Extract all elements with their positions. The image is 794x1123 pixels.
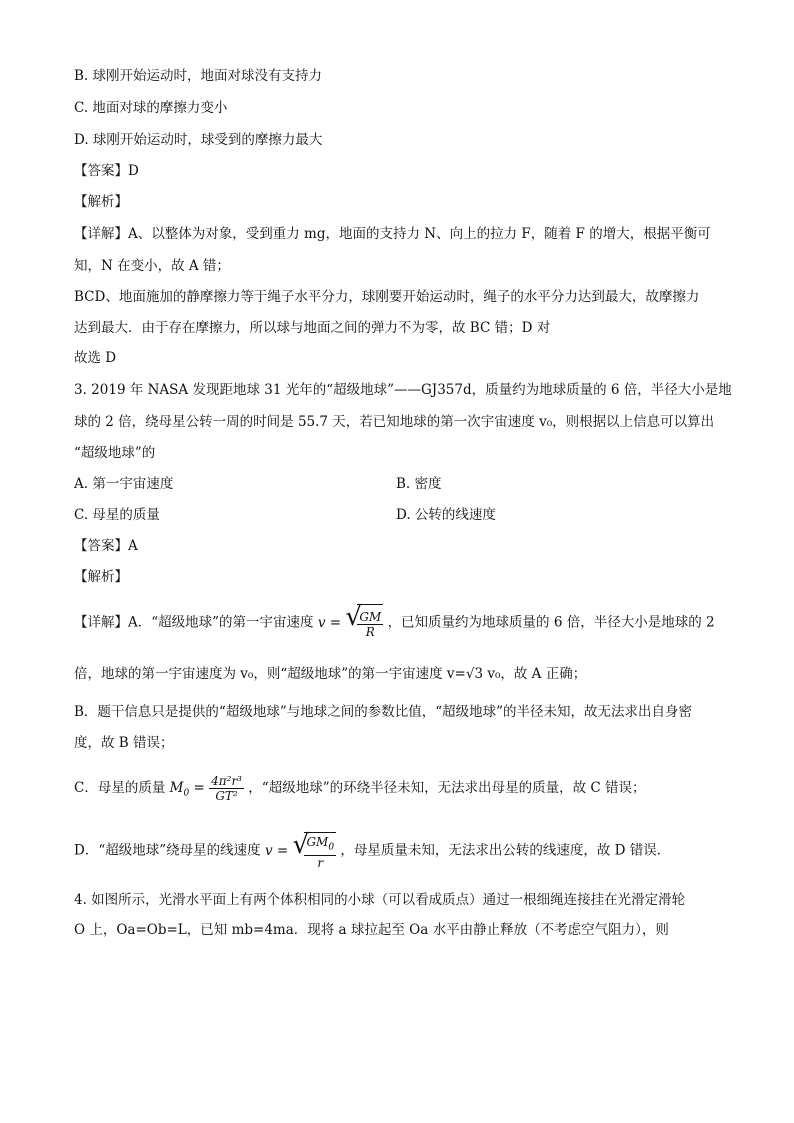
answer-3: 【答案】A — [74, 538, 138, 554]
detail-2-line-3: BCD、地面施加的静摩擦力等于绳子水平分力，球刚要开始运动时，绳子的水平分力达到最大，故摩擦力 — [74, 289, 700, 305]
detail-2-line-1: 【详解】A、以整体为对象，受到重力 mg，地面的支持力 N、向上的拉力 F，随着 F 的增大，根据平衡可 — [74, 226, 711, 242]
q3-option-c: C. 母星的质量 — [74, 507, 160, 523]
option-d: D. 球刚开始运动时，球受到的摩擦力最大 — [74, 132, 323, 148]
detail-2-line-4: 达到最大．由于存在摩擦力，所以球与地面之间的弹力不为零，故 BC 错；D 对 — [74, 320, 551, 336]
option-b: B. 球刚开始运动时，地面对球没有支持力 — [74, 68, 323, 84]
answer-2: 【答案】D — [74, 163, 139, 179]
detail-3a-line-2: 倍，地球的第一宇宙速度为 v₀，则“超级地球”的第一宇宙速度 v=√3 v₀，故 A 正确； — [74, 666, 587, 682]
detail-3a-line-1: 【详解】A．“超级地球”的第一宇宙速度 v = √ $\frac{GM}{R}$ ，已知质量约为地球质量的 6 倍，半径大小是地球的 2 — [74, 604, 715, 642]
option-c: C. 地面对球的摩擦力变小 — [74, 100, 228, 116]
question-3-line-3: “超级地球”的 — [74, 445, 156, 461]
formula-first-cosmic-velocity: v = √ $\frac{GM}{R}$ — [318, 615, 388, 631]
detail-3b-line-2: 度，故 B 错误； — [74, 735, 174, 751]
detail-3b-line-1: B．题干信息只是提供的“超级地球”与地球之间的参数比值，“超级地球”的半径未知，故无法求出自身密 — [74, 704, 693, 720]
analysis-heading-3: 【解析】 — [74, 569, 128, 585]
question-3-line-2: 球的 2 倍，绕母星公转一周的时间是 55.7 天，若已知地球的第一次宇宙速度 v₀，则根据以上信息可以算出 — [74, 414, 715, 430]
q3-option-d: D. 公转的线速度 — [396, 507, 496, 523]
question-4-line-2: O 上，Oa=Ob=L，已知 mb=4ma．现将 a 球拉起至 Oa 水平由静止释放（不考虑空气阻力），则 — [74, 922, 669, 938]
detail-2-line-2: 知，N 在变小，故 A 错； — [74, 258, 230, 274]
detail-3c: C．母星的质量 $M_0$ = $\frac{\text{4π²r³}}{\text{GT²}}$ ，“超级地球”的环绕半径未知，无法求出母星的质量，故 C 错误； — [74, 774, 646, 803]
formula-orbital-velocity: v = √ $\frac{GM_0}{r}$ — [264, 830, 335, 870]
q3-option-b: B. 密度 — [396, 476, 442, 492]
select-2: 故选 D — [74, 350, 117, 366]
analysis-heading-2: 【解析】 — [74, 194, 128, 210]
formula-star-mass: $M_0$ = $\frac{\text{4π²r³}}{\text{GT²}}$ — [169, 774, 242, 803]
detail-3d: D．“超级地球”绕母星的线速度 v = √ $\frac{GM_0}{r}$ ，母星质量未知，无法求出公转的线速度，故 D 错误． — [74, 830, 671, 870]
question-4-line-1: 4. 如图所示，光滑水平面上有两个体积相同的小球（可以看成质点）通过一根细绳连接挂在光滑定滑轮 — [74, 892, 686, 908]
q3-option-a: A. 第一宇宙速度 — [74, 476, 174, 492]
question-3-line-1: 3. 2019 年 NASA 发现距地球 31 光年的“超级地球”——GJ357d，质量约为地球质量的 6 倍，半径大小是地 — [74, 382, 732, 398]
